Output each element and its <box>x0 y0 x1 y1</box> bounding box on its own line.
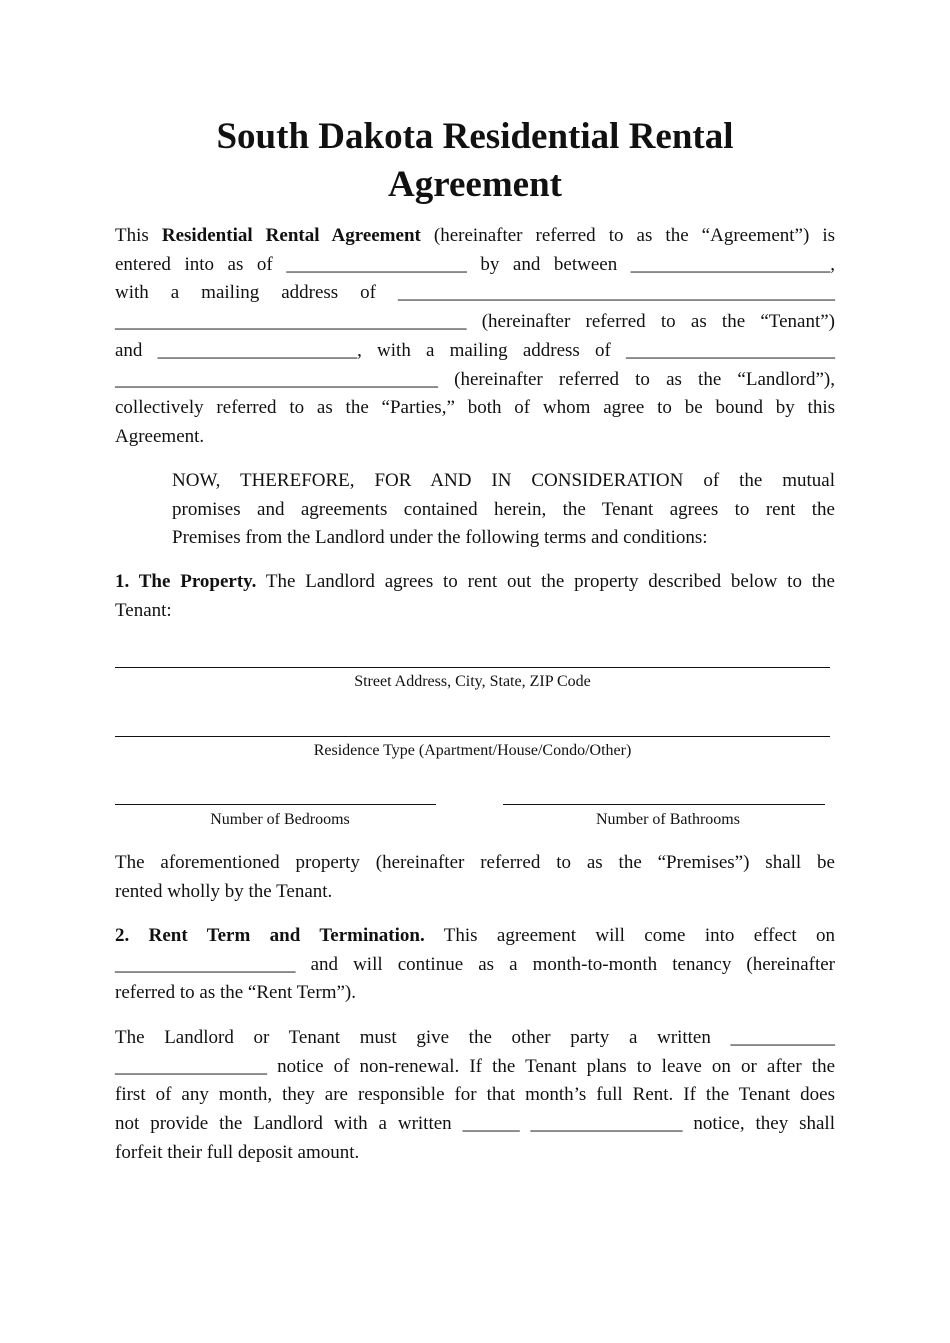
title-line-2: Agreement <box>388 164 562 205</box>
title-line-1: South Dakota Residential Rental <box>216 116 734 157</box>
intro-line-3: with a mailing address of ______________________________________________ <box>115 282 835 304</box>
intro-line-1: This Residential Rental Agreement (hereinafter referred to as the “Agreement”) is <box>115 225 836 246</box>
recital-line-2: promises and agreements contained herein, the Tenant agrees to rent the <box>172 498 835 520</box>
intro-line-7: collectively referred to as the “Parties,” both of whom agree to be bound by this <box>115 397 835 419</box>
section-1-paragraph <box>115 568 835 625</box>
intro-line-5: and _____________________, with a mailing address of ______________________ <box>115 339 835 361</box>
section-2-line-3: referred to as the “Rent Term”). <box>115 982 356 1004</box>
intro-line-8: Agreement. <box>115 425 205 447</box>
intro-line-4: _____________________________________ (hereinafter referred to as the “Tenant”) <box>115 311 835 333</box>
address-fill-line <box>115 667 830 668</box>
intro-line-2: entered into as of ___________________ by and between _____________________, <box>115 253 835 275</box>
premises-paragraph <box>115 849 835 906</box>
section-1-heading: 1. The Property. <box>115 571 257 592</box>
premises-line-2: rented wholly by the Tenant. <box>115 880 333 902</box>
recital-line-3: Premises from the Landlord under the following terms and conditions: <box>172 527 708 549</box>
intro-line-6: __________________________________ (hereinafter referred to as the “Landlord”), <box>115 368 835 390</box>
bathrooms-fill-line <box>503 804 825 805</box>
notice-line-1: The Landlord or Tenant must give the other party a written ___________ <box>115 1027 835 1048</box>
section-2-paragraph <box>115 922 835 1008</box>
section-1-line-2: Tenant: <box>115 599 172 621</box>
agreement-name: Residential Rental Agreement <box>161 225 421 246</box>
notice-line-2: ________________ notice of non-renewal. If the Tenant plans to leave on or after the <box>115 1055 835 1077</box>
notice-line-3: first of any month, they are responsible for that month’s full Rent. If the Tenant does <box>115 1084 835 1106</box>
section-2-line-2: ___________________ and will continue as a month-to-month tenancy (hereinafter <box>115 953 835 975</box>
intro-paragraph <box>115 222 835 452</box>
recital-line-1: NOW, THEREFORE, FOR AND IN CONSIDERATION of the mutual <box>172 470 835 491</box>
notice-line-5: forfeit their full deposit amount. <box>115 1141 360 1163</box>
recital-paragraph <box>172 467 835 553</box>
premises-line-1: The aforementioned property (hereinafter referred to as the “Premises”) shall be <box>115 852 835 873</box>
section-2-line-1: 2. Rent Term and Termination. This agreement will come into effect on <box>115 925 836 946</box>
bedrooms-fill-line <box>115 804 436 805</box>
bathrooms-caption: Number of Bathrooms <box>596 811 740 828</box>
residence-type-fill-line <box>115 736 830 737</box>
address-caption: Street Address, City, State, ZIP Code <box>354 673 591 690</box>
notice-paragraph <box>115 1024 835 1168</box>
residence-type-caption: Residence Type (Apartment/House/Condo/Other) <box>313 742 632 759</box>
section-1-line-1: 1. The Property. The Landlord agrees to rent out the property described below to the <box>115 571 835 592</box>
bedrooms-caption: Number of Bedrooms <box>210 811 350 828</box>
notice-line-4: not provide the Landlord with a written ______ ________________ notice, they shall <box>115 1113 835 1135</box>
document-title <box>115 113 835 209</box>
section-2-heading: 2. Rent Term and Termination. <box>115 925 425 946</box>
